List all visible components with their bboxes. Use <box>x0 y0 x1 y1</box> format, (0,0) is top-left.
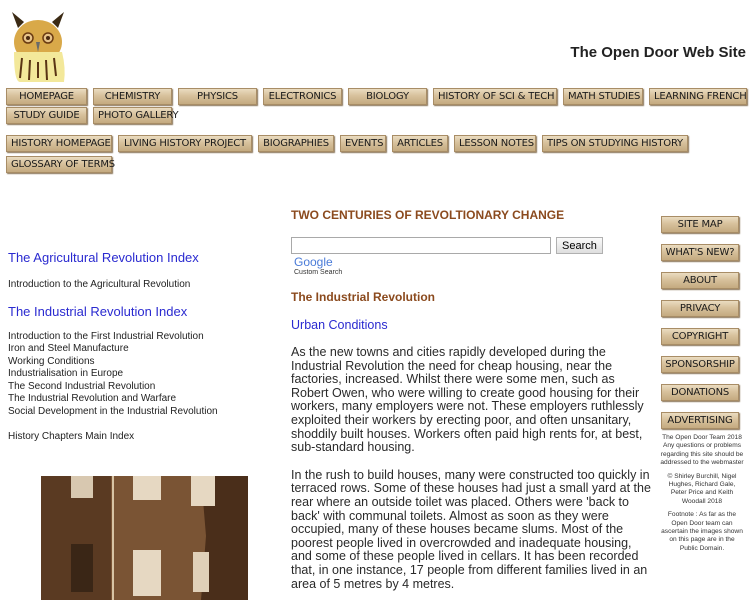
article-paragraph: As the new towns and cities rapidly developed during the Industrial Revolution the need for cheap housing, near the factories, increased. Whilst there were some men, such as Robert Owen, who were willing to create good housing for their workers, many employers were not. These employers ruthlessly exploited their workers by erecting poor, and often unsanitary, shoddily built houses. Workers often paid high rents for, at best, sub-standard housing. <box>291 345 644 455</box>
main-nav-row-2 <box>6 107 179 124</box>
site-title: The Open Door Web Site <box>570 44 746 61</box>
history-nav-row-1 <box>6 135 688 152</box>
history-chapters-main-index-link[interactable]: History Chapters Main Index <box>8 431 135 442</box>
privacy-button[interactable]: PRIVACY <box>661 300 739 317</box>
team-credit: The Open Door Team 2018 <box>662 434 742 441</box>
industrial-links-list <box>8 331 278 419</box>
google-brand-text: Google <box>294 255 333 269</box>
search-button[interactable]: Search <box>556 237 603 254</box>
nav-study-guide-button[interactable]: STUDY GUIDE <box>6 107 87 124</box>
nav-biology-button[interactable]: BIOLOGY <box>348 88 427 105</box>
custom-search-label: Custom Search <box>294 269 343 276</box>
indus-link-social-development[interactable]: Social Development in the Industrial Revolution <box>8 405 218 417</box>
nav-events-button[interactable]: EVENTS <box>340 135 386 152</box>
nav-learning-french-button[interactable]: LEARNING FRENCH <box>649 88 747 105</box>
history-nav-row-2 <box>6 156 115 173</box>
agricultural-revolution-index-link[interactable]: The Agricultural Revolution Index <box>8 250 199 265</box>
industrial-revolution-index-link[interactable]: The Industrial Revolution Index <box>8 303 188 319</box>
page-heading: TWO CENTURIES OF REVOLTIONARY CHANGE <box>291 208 565 222</box>
search-form <box>291 237 653 254</box>
main-content <box>291 208 653 604</box>
nav-electronics-button[interactable]: ELECTRONICS <box>263 88 342 105</box>
sponsorship-button[interactable]: SPONSORSHIP <box>661 356 739 373</box>
indus-link-iron-steel[interactable]: Iron and Steel Manufacture <box>8 343 129 354</box>
google-logo <box>291 256 653 269</box>
left-index-column <box>8 250 278 444</box>
about-button[interactable]: ABOUT <box>661 272 739 289</box>
nav-chemistry-button[interactable]: CHEMISTRY <box>93 88 172 105</box>
nav-articles-button[interactable]: ARTICLES <box>392 135 448 152</box>
main-nav-row-1 <box>6 88 747 105</box>
nav-math-studies-button[interactable]: MATH STUDIES <box>563 88 643 105</box>
article-paragraph: In the rush to build houses, many were constructed too quickly in terraced rows. Some of these houses had just a small yard at the rear where an outside toilet was placed. Others were 'back to back' with communal toilets. Almost as soon as they were occupied, many of these houses became slums. Most of the poorest people lived in overcrowded and inadequate housing, and some of these people lived in cellars. It has been recorded that, in one instance, 17 people from different families lived in an area of 5 metres by 4 metres. <box>291 467 651 591</box>
right-sidebar <box>661 216 739 440</box>
urban-conditions-link[interactable]: Urban Conditions <box>291 318 388 332</box>
footnote: Footnote : As far as the Open Door team can ascertain the images shown on this page are in the Public Domain. <box>661 511 743 552</box>
indus-link-warfare[interactable]: The Industrial Revolution and Warfare <box>8 393 177 404</box>
site-map-button[interactable]: SITE MAP <box>661 216 739 233</box>
nav-tips-on-studying-history-button[interactable]: TIPS ON STUDYING HISTORY <box>542 135 688 152</box>
owl-logo-icon <box>6 8 70 82</box>
slum-houses-photo <box>41 476 248 600</box>
search-input[interactable] <box>291 237 551 254</box>
section-heading: The Industrial Revolution <box>291 290 436 304</box>
nav-history-of-sci-tech-button[interactable]: HISTORY OF SCI & TECH <box>433 88 557 105</box>
nav-living-history-project-button[interactable]: LIVING HISTORY PROJECT <box>118 135 252 152</box>
sidebar-footer <box>660 434 744 558</box>
indus-link-second-revolution[interactable]: The Second Industrial Revolution <box>8 380 156 392</box>
nav-homepage-button[interactable]: HOMEPAGE <box>6 88 87 105</box>
nav-photo-gallery-button[interactable]: PHOTO GALLERY <box>93 107 172 124</box>
nav-glossary-of-terms-button[interactable]: GLOSSARY OF TERMS <box>6 156 112 173</box>
indus-link-working-conditions[interactable]: Working Conditions <box>8 355 95 367</box>
indus-link-first-revolution[interactable]: Introduction to the First Industrial Revolution <box>8 330 204 342</box>
indus-link-europe[interactable]: Industrialisation in Europe <box>8 368 124 379</box>
copyright-note: © Shirley Burchill, Nigel Hughes, Richard Gale, Peter Price and Keith Woodall 2018 <box>667 472 737 505</box>
contact-note: Any questions or problems regarding this site should be addressed to the webmaster <box>660 442 744 467</box>
nav-lesson-notes-button[interactable]: LESSON NOTES <box>454 135 536 152</box>
whats-new-button[interactable]: WHAT'S NEW? <box>661 244 739 261</box>
nav-physics-button[interactable]: PHYSICS <box>178 88 257 105</box>
copyright-button[interactable]: COPYRIGHT <box>661 328 739 345</box>
nav-history-homepage-button[interactable]: HISTORY HOMEPAGE <box>6 135 112 152</box>
donations-button[interactable]: DONATIONS <box>661 384 739 401</box>
nav-biographies-button[interactable]: BIOGRAPHIES <box>258 135 334 152</box>
agri-intro-link[interactable]: Introduction to the Agricultural Revolution <box>8 279 191 290</box>
advertising-button[interactable]: ADVERTISING <box>661 412 739 429</box>
